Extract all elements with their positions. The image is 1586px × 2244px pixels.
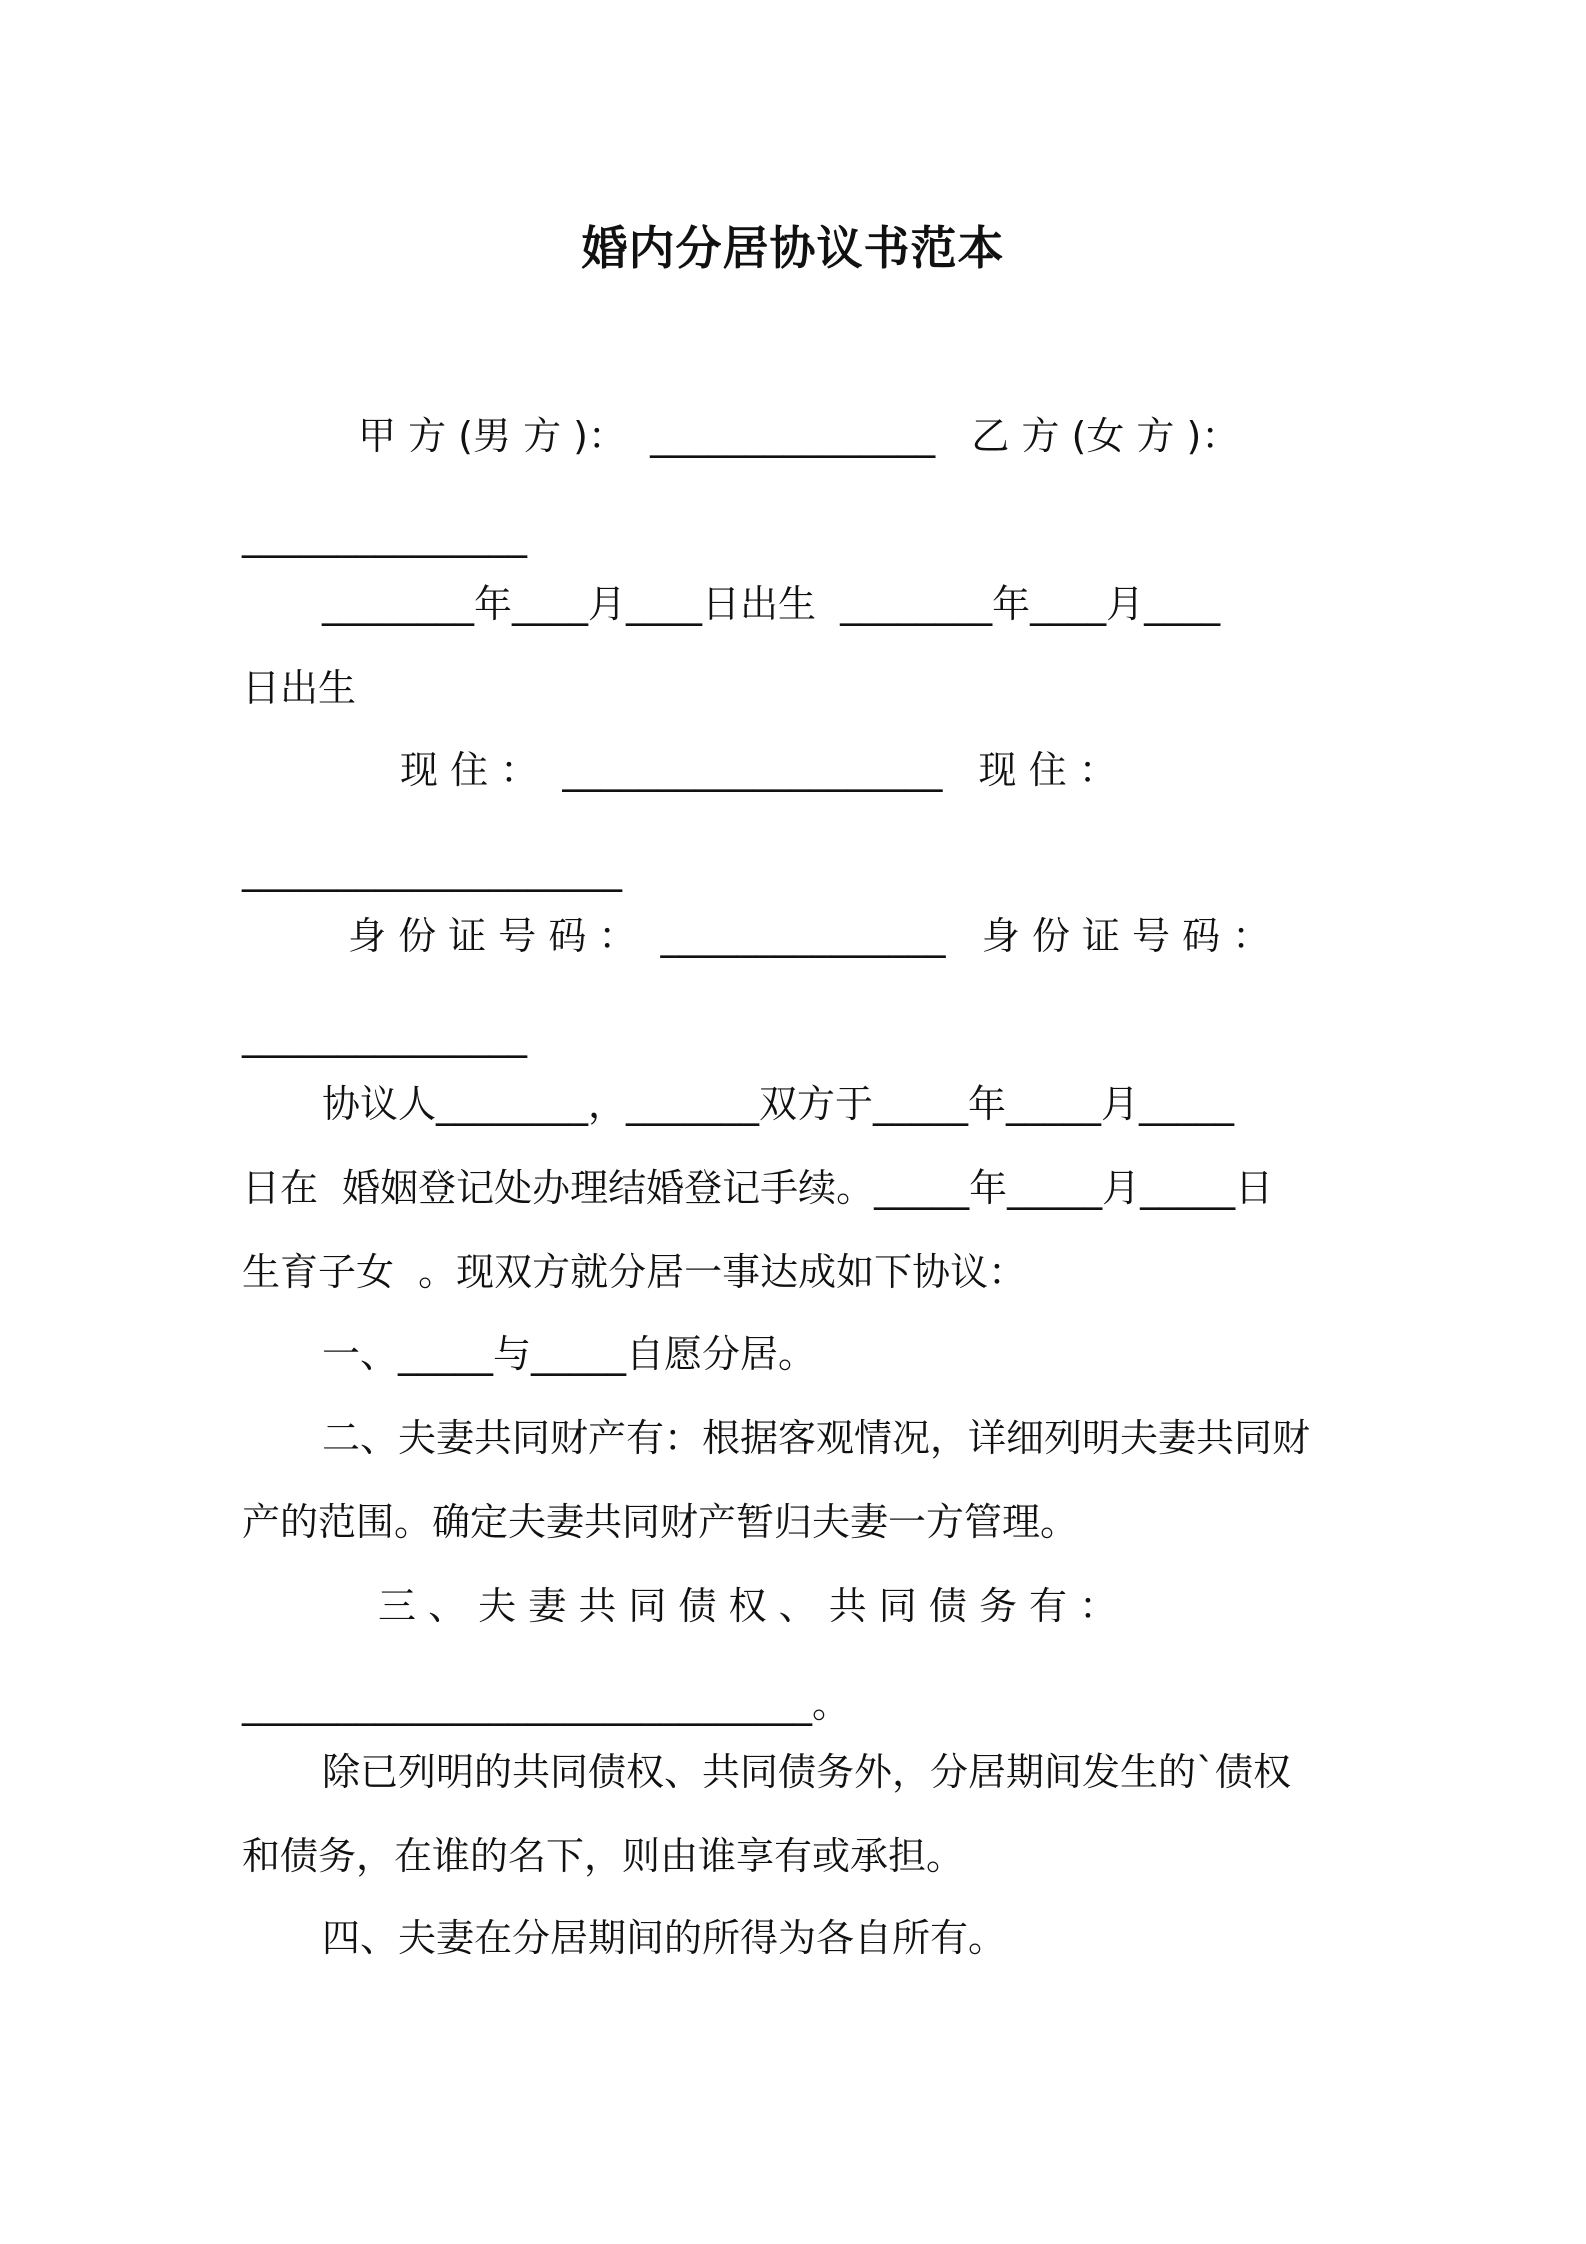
document-title: 婚内分居协议书范本: [581, 221, 1005, 275]
clause-3-blank-line: ______________________________。: [242, 1682, 851, 1726]
address-line: 现 住 ： ____________________ 现 住 ：: [400, 748, 1117, 792]
clause-3-note-line-1: 除已列明的共同债权、共同债务外，分居期间发生的`债权: [322, 1750, 1292, 1794]
address-blank-line: ____________________: [242, 848, 622, 892]
clause-3-note-line-2: 和债务，在谁的名下，则由谁享有或承担。: [242, 1834, 965, 1878]
agreement-intro-line-1: 协议人________，_______双方于_____年_____月_____: [322, 1082, 1235, 1126]
birth-date-continuation: 日出生: [242, 666, 357, 710]
clause-4: 四、夫妻在分居期间的所得为各自所有。: [322, 1916, 1007, 1960]
party-blank-line: _______________: [242, 514, 527, 558]
agreement-intro-line-3: 生育子女 。现双方就分居一事达成如下协议：: [242, 1250, 1027, 1294]
clause-2-line-1: 二、夫妻共同财产有：根据客观情况，详细列明夫妻共同财: [322, 1416, 1311, 1460]
id-number-line: 身 份 证 号 码 ： _______________ 身 份 证 号 码 ：: [348, 914, 1271, 958]
clause-2-line-2: 产的范围。确定夫妻共同财产暂归夫妻一方管理。: [242, 1500, 1079, 1544]
clause-1: 一、_____与_____自愿分居。: [322, 1332, 817, 1376]
clause-3-heading: 三 、 夫 妻 共 同 债 权 、 共 同 债 务 有 ：: [378, 1584, 1118, 1628]
birth-date-line: ________年____月____日出生 ________年____月____: [322, 582, 1221, 626]
agreement-intro-line-2: 日在 婚姻登记处办理结婚登记手续。_____年_____月_____日: [242, 1166, 1274, 1210]
id-number-blank-line: _______________: [242, 1014, 527, 1058]
party-line: 甲 方 (男 方 )： _______________ 乙 方 (女 方 )：: [358, 414, 1240, 458]
